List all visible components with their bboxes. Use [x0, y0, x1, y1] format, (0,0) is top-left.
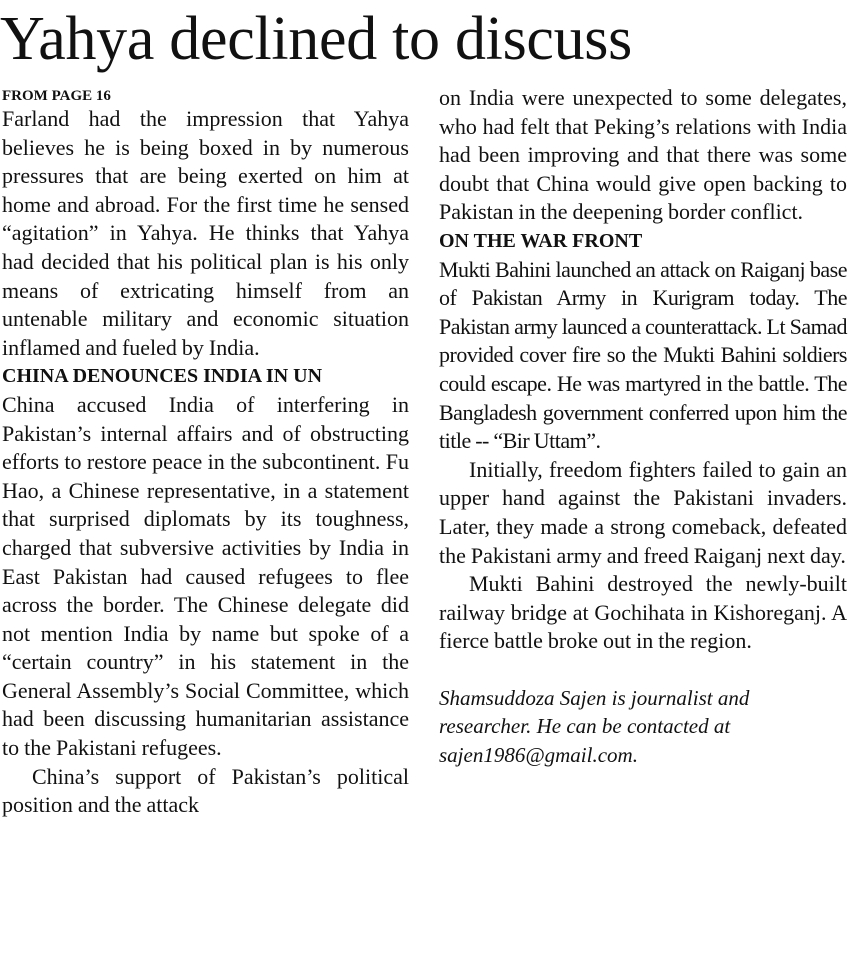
paragraph: Farland had the impression that Yahya believes he is being boxed in by numerous pressures that are being exerted on him at home and abroad. For the first time he sensed “agitation” in Yahya. He thinks that Yahya had decided that his political plan is his only means of extricating himself from an untenable military and economic situation inflamed and fueled by India. [2, 106, 409, 360]
continuation-kicker: FROM PAGE 16 [2, 88, 111, 104]
paragraph: Mukti Bahini launched an attack on Raiganj base of Pakistan Army in Kurigram today. The Pakistan army launced a counterattack. Lt Samad provided cover fire so the Mukti Bahini soldiers could escape. He was martyred in the battle. The Bangladesh government conferred upon him the title -- “Bir Uttam”. [439, 256, 847, 454]
paragraph: China’s support of Pakistan’s political position and the attack [2, 763, 409, 818]
headline: Yahya declined to discuss [0, 5, 632, 73]
subheading-china-denounces-india: CHINA DENOUNCES INDIA IN UN [2, 365, 323, 388]
paragraph: Initially, freedom fighters failed to gain an upper hand against the Pakistani invaders. Later, they made a strong comeback, defeated the Pakistani army and freed Raiganj next day. [439, 456, 847, 568]
author-byline [439, 684, 847, 770]
byline-line: Shamsuddoza Sajen is journalist and [439, 685, 750, 710]
paragraph: Mukti Bahini destroyed the newly-built railway bridge at Gochihata in Kishoreganj. A fierce battle broke out in the region. [439, 571, 847, 654]
byline-email: sajen1986@gmail.com. [439, 743, 638, 768]
article-column-left [2, 86, 409, 820]
byline-line: researcher. He can be contacted at [439, 714, 731, 739]
subheading-on-the-war-front: ON THE WAR FRONT [439, 229, 643, 252]
paragraph-continued: on India were unexpected to some delegates, who had felt that Peking’s relations with India had been improving and that there was some doubt that China would give open backing to Pakistan in the deepening border conflict. [439, 85, 847, 225]
article-column-right [439, 86, 847, 770]
paragraph: China accused India of interfering in Pakistan’s internal affairs and of obstructing efforts to restore peace in the subcontinent. Fu Hao, a Chinese representative, in a statement that surprised diplomats by its toughness, charged that subversive activities by India in East Pakistan had caused refugees to flee across the border. The Chinese delegate did not mention India by name but spoke of a “certain country” in his statement in the General Assembly’s Social Committee, which had been discussing humanitarian assistance to the Pakistani refugees. [2, 391, 409, 761]
